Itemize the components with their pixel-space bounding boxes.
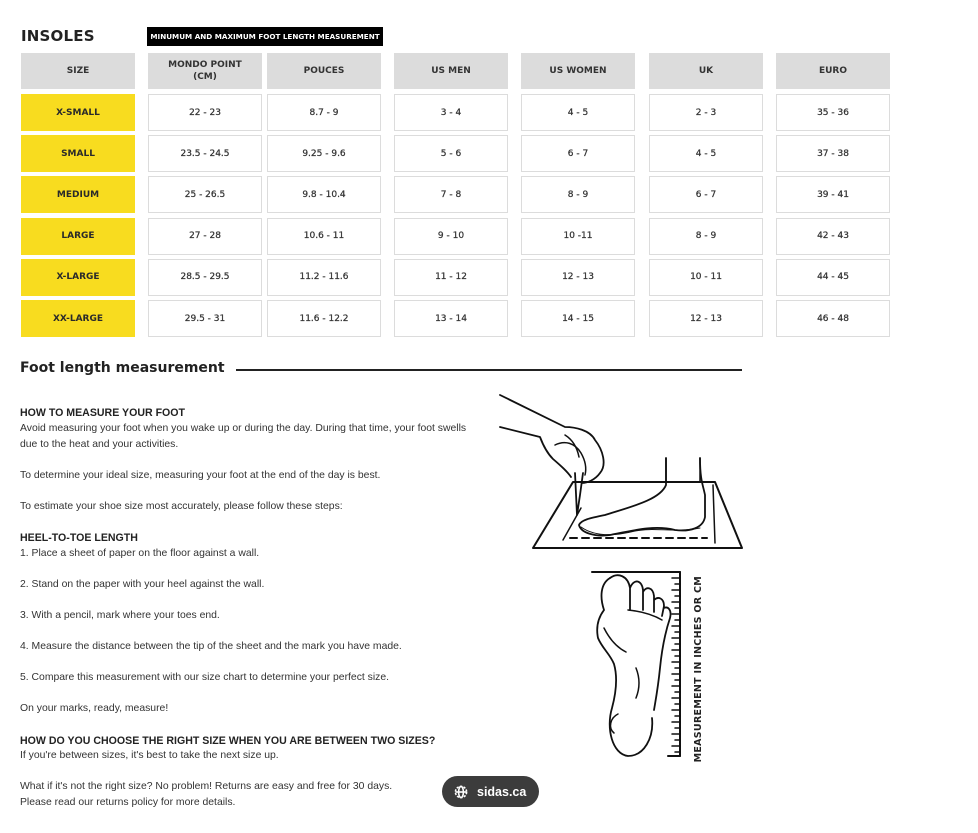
table-cell: 29.5 - 31 (148, 300, 262, 337)
column-header-text: (CM) (193, 72, 217, 82)
table-cell: 6 - 7 (521, 135, 635, 172)
pencil-marking-foot-icon (495, 385, 750, 555)
table-cell: 10.6 - 11 (267, 218, 381, 255)
table-cell: 44 - 45 (776, 259, 890, 296)
table-cell: 28.5 - 29.5 (148, 259, 262, 296)
ruler-label-text: MEASUREMENT IN INCHES OR CM (693, 576, 704, 763)
returns-line-1: What if it's not the right size? No problem! Returns are easy and free for 30 days. (20, 781, 393, 792)
table-cell: 9 - 10 (394, 218, 508, 255)
heel-to-toe-heading: HEEL-TO-TOE LENGTH (20, 532, 138, 544)
size-label-cell: SMALL (21, 135, 135, 172)
table-cell: 39 - 41 (776, 176, 890, 213)
table-cell: 35 - 36 (776, 94, 890, 131)
table-cell: 10 - 11 (649, 259, 763, 296)
estimate-text: To estimate your shoe size most accurately, please follow these steps: (20, 501, 343, 512)
step-2: 2. Stand on the paper with your heel against the wall. (20, 579, 265, 590)
table-cell: 4 - 5 (649, 135, 763, 172)
table-cell: 13 - 14 (394, 300, 508, 337)
section-divider (236, 369, 742, 371)
how-to-measure-line-2: due to the heat and your activities. (20, 439, 179, 450)
column-header (394, 53, 508, 89)
table-cell: 8 - 9 (649, 218, 763, 255)
table-cell: 11.6 - 12.2 (267, 300, 381, 337)
ruler-label (690, 576, 704, 763)
table-cell: 27 - 28 (148, 218, 262, 255)
size-label-cell: XX-LARGE (21, 300, 135, 337)
size-label-cell: MEDIUM (21, 176, 135, 213)
column-header (267, 53, 381, 89)
how-to-measure-heading: HOW TO MEASURE YOUR FOOT (20, 407, 185, 419)
table-cell: 2 - 3 (649, 94, 763, 131)
column-header-text: US WOMEN (549, 66, 607, 76)
column-header-text: MONDO POINT (168, 60, 242, 70)
size-label-cell: X-LARGE (21, 259, 135, 296)
ready-text: On your marks, ready, measure! (20, 703, 169, 714)
table-cell: 22 - 23 (148, 94, 262, 131)
column-header (649, 53, 763, 89)
measurement-banner: MINUMUM AND MAXIMUM FOOT LENGTH MEASUREMENT (147, 27, 383, 46)
section-title: Foot length measurement (20, 360, 225, 376)
table-cell: 46 - 48 (776, 300, 890, 337)
table-cell: 8 - 9 (521, 176, 635, 213)
step-4: 4. Measure the distance between the tip of the sheet and the mark you have made. (20, 641, 402, 652)
column-header-text: UK (698, 66, 714, 76)
column-header-text: US MEN (431, 66, 471, 76)
table-cell: 42 - 43 (776, 218, 890, 255)
table-cell: 5 - 6 (394, 135, 508, 172)
ideal-size-text: To determine your ideal size, measuring your foot at the end of the day is best. (20, 470, 381, 481)
table-cell: 10 -11 (521, 218, 635, 255)
size-label-cell: LARGE (21, 218, 135, 255)
step-1: 1. Place a sheet of paper on the floor against a wall. (20, 548, 260, 559)
column-header (776, 53, 890, 89)
column-header-text: POUCES (303, 66, 345, 76)
globe-icon (454, 785, 468, 799)
table-cell: 8.7 - 9 (267, 94, 381, 131)
table-cell: 6 - 7 (649, 176, 763, 213)
sidas-link-badge[interactable] (442, 776, 539, 807)
table-cell: 11.2 - 11.6 (267, 259, 381, 296)
sidas-link-label[interactable]: sidas.ca (477, 784, 527, 799)
page-title: INSOLES (21, 27, 95, 45)
how-to-measure-line-1: Avoid measuring your foot when you wake up or during the day. During that time, your foot swells (20, 423, 467, 434)
table-cell: 23.5 - 24.5 (148, 135, 262, 172)
returns-line-2: Please read our returns policy for more details. (20, 797, 236, 808)
column-header (148, 53, 262, 89)
table-cell: 4 - 5 (521, 94, 635, 131)
size-label-cell: X-SMALL (21, 94, 135, 131)
between-sizes-text: If you're between sizes, it's best to take the next size up. (20, 750, 279, 761)
column-header-text: EURO (818, 66, 848, 76)
step-3: 3. With a pencil, mark where your toes end. (20, 610, 220, 621)
between-sizes-heading: HOW DO YOU CHOOSE THE RIGHT SIZE WHEN YOU ARE BETWEEN TWO SIZES? (20, 735, 436, 747)
column-header-text: SIZE (66, 66, 90, 76)
table-cell: 12 - 13 (649, 300, 763, 337)
table-cell: 9.25 - 9.6 (267, 135, 381, 172)
table-cell: 37 - 38 (776, 135, 890, 172)
table-cell: 7 - 8 (394, 176, 508, 213)
step-5: 5. Compare this measurement with our size chart to determine your perfect size. (20, 672, 390, 683)
table-cell: 12 - 13 (521, 259, 635, 296)
column-header (521, 53, 635, 89)
table-cell: 25 - 26.5 (148, 176, 262, 213)
table-cell: 14 - 15 (521, 300, 635, 337)
column-header (21, 53, 135, 89)
table-cell: 9.8 - 10.4 (267, 176, 381, 213)
table-cell: 3 - 4 (394, 94, 508, 131)
table-cell: 11 - 12 (394, 259, 508, 296)
